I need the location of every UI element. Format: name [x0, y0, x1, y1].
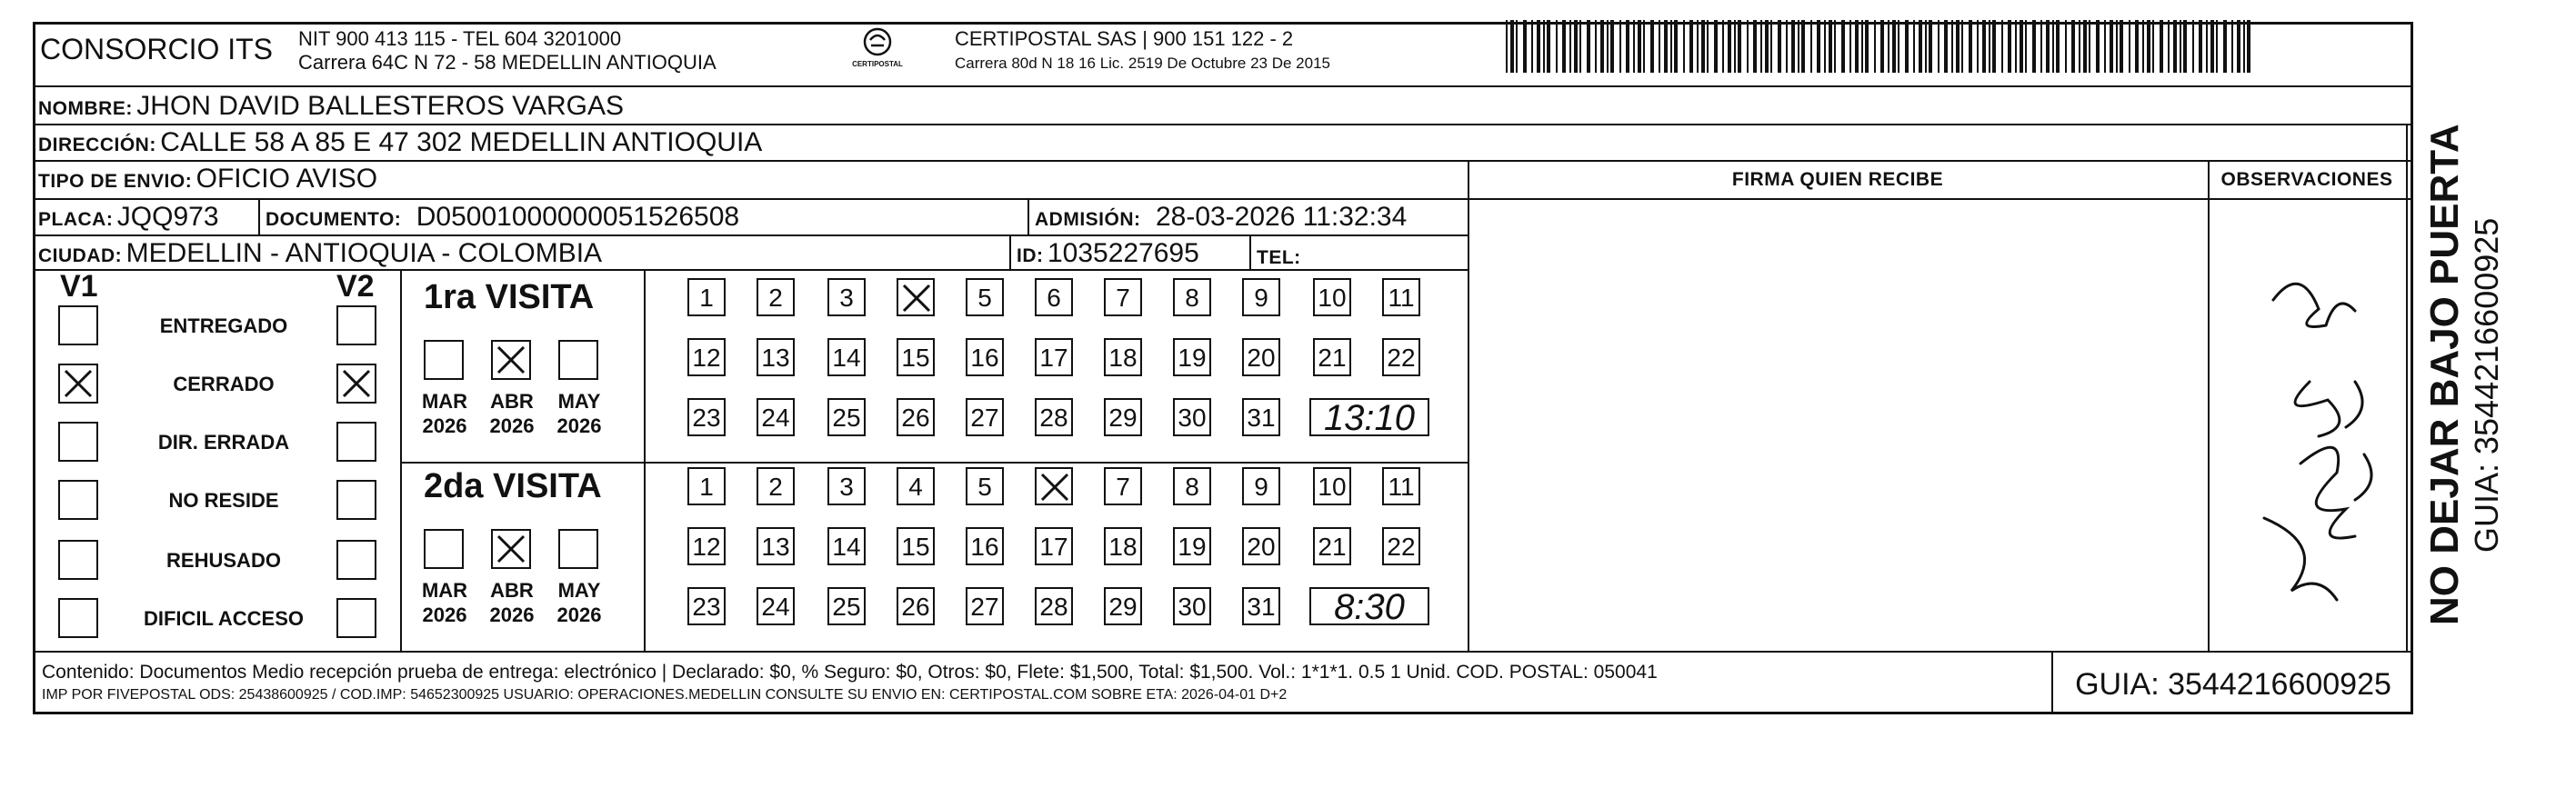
ciudad-label: CIUDAD: [38, 245, 123, 266]
day-box[interactable]: 19 [1173, 527, 1211, 565]
day-box[interactable]: 14 [827, 527, 866, 565]
day-box[interactable]: 8 [1173, 467, 1211, 505]
day-box[interactable]: 3 [827, 278, 866, 316]
id-label: ID: [1017, 245, 1044, 266]
day-box[interactable]: 14 [827, 338, 866, 376]
day-box[interactable]: 25 [827, 587, 866, 625]
day-box[interactable]: 26 [897, 398, 935, 436]
day-box[interactable]: 1 [687, 467, 726, 505]
status-label: CERRADO [173, 373, 275, 395]
admision-field [1035, 202, 1407, 233]
v1-checkbox[interactable] [58, 305, 98, 345]
time-box[interactable]: 13:10 [1309, 398, 1429, 436]
day-box[interactable]: 11 [1382, 278, 1420, 316]
month-year: 2026 [556, 414, 602, 437]
month-checkbox[interactable] [491, 340, 531, 380]
v1-checkbox[interactable] [58, 364, 98, 404]
certipostal-line2: Carrera 80d N 18 16 Lic. 2519 De Octubre 23 De 2015 [955, 55, 1330, 72]
v1-label: V1 [60, 269, 98, 304]
status-label: REHUSADO [166, 549, 281, 572]
check-x-icon [493, 531, 529, 567]
v2-checkbox[interactable] [336, 422, 376, 462]
day-box[interactable]: 22 [1382, 338, 1420, 376]
day-box[interactable]: 31 [1242, 587, 1280, 625]
status-label: DIR. ERRADA [157, 431, 290, 454]
day-box[interactable]: 21 [1313, 527, 1351, 565]
status-label: DIFICIL ACCESO [143, 607, 304, 630]
day-box[interactable]: 15 [897, 338, 935, 376]
day-box[interactable]: 9 [1242, 467, 1280, 505]
footer-line1: Contenido: Documentos Medio recepción prueba de entrega: electrónico | Declarado: $0, % Seguro: $0, Otros: $0, Flete: $1,500, Total: $1,500. Vol.: 1*1*1. 0.5 1 Unid. COD. POSTAL: 050041 [42, 662, 1658, 683]
tel-label: TEL: [1257, 247, 1301, 268]
day-box[interactable]: 18 [1104, 338, 1142, 376]
day-box[interactable]: 10 [1313, 467, 1351, 505]
day-box[interactable]: 28 [1035, 587, 1073, 625]
day-box[interactable]: 22 [1382, 527, 1420, 565]
day-box[interactable]: 12 [687, 338, 726, 376]
visit2-title: 2da VISITA [424, 467, 602, 505]
form-frame [33, 22, 2413, 714]
v2-checkbox[interactable] [336, 364, 376, 404]
direccion-row [38, 127, 762, 158]
month-name: MAY [557, 579, 601, 602]
ciudad-value: MEDELLIN - ANTIOQUIA - COLOMBIA [125, 238, 603, 268]
check-x-icon [493, 342, 529, 378]
v1-checkbox[interactable] [58, 480, 98, 520]
logo-text: CERTIPOSTAL [852, 60, 903, 68]
day-box[interactable]: 20 [1242, 527, 1280, 565]
day-box[interactable]: 29 [1104, 398, 1142, 436]
day-box[interactable]: 26 [897, 587, 935, 625]
day-box[interactable]: 30 [1173, 587, 1211, 625]
day-box[interactable]: 17 [1035, 338, 1073, 376]
status-label: NO RESIDE [168, 489, 279, 512]
visit1-title: 1ra VISITA [424, 278, 595, 316]
day-box[interactable]: 27 [966, 587, 1004, 625]
check-x-icon [338, 365, 375, 402]
v2-label: V2 [336, 269, 375, 304]
admision-label: ADMISIÓN: [1035, 209, 1141, 230]
day-box[interactable]: 13 [757, 338, 795, 376]
month-name: ABR [490, 390, 534, 413]
day-box[interactable]: 2 [757, 278, 795, 316]
day-box[interactable]: 4 [897, 467, 935, 505]
day-box[interactable]: 24 [757, 398, 795, 436]
day-box[interactable]: 10 [1313, 278, 1351, 316]
nombre-label: NOMBRE: [38, 98, 133, 119]
month-year: 2026 [489, 603, 535, 626]
month-label [413, 578, 476, 627]
v1-checkbox[interactable] [58, 540, 98, 580]
day-box[interactable]: 18 [1104, 527, 1142, 565]
day-box[interactable]: 7 [1104, 278, 1142, 316]
day-box[interactable]: 16 [966, 527, 1004, 565]
id-value: 1035227695 [1047, 238, 1199, 268]
day-box[interactable]: 23 [687, 398, 726, 436]
day-box[interactable]: 28 [1035, 398, 1073, 436]
admision-value: 28-03-2026 11:32:34 [1155, 202, 1408, 232]
placa-field [38, 202, 219, 233]
v1-checkbox[interactable] [58, 422, 98, 462]
check-x-icon [898, 280, 935, 316]
month-label [547, 578, 611, 627]
direccion-value: CALLE 58 A 85 E 47 302 MEDELLIN ANTIOQUIA [160, 127, 763, 157]
month-checkbox[interactable] [424, 529, 464, 569]
nombre-row [38, 91, 624, 122]
direccion-label: DIRECCIÓN: [38, 135, 156, 155]
firma-label: FIRMA QUIEN RECIBE [1731, 169, 1944, 190]
day-box[interactable]: 3 [827, 467, 866, 505]
day-box[interactable]: 31 [1242, 398, 1280, 436]
placa-value: JQQ973 [116, 202, 219, 232]
v1-checkbox[interactable] [58, 598, 98, 638]
day-box[interactable]: 8 [1173, 278, 1211, 316]
month-checkbox[interactable] [558, 529, 598, 569]
time-box[interactable]: 8:30 [1309, 587, 1429, 625]
day-box[interactable]: 23 [687, 587, 726, 625]
nombre-value: JHON DAVID BALLESTEROS VARGAS [136, 91, 624, 121]
day-box[interactable]: 15 [897, 527, 935, 565]
signature [2219, 245, 2401, 627]
documento-label: DOCUMENTO: [266, 209, 402, 230]
status-label: ENTREGADO [159, 314, 288, 337]
month-label [480, 389, 544, 438]
month-year: 2026 [556, 603, 602, 626]
day-box[interactable]: 29 [1104, 587, 1142, 625]
side-warning: NO DEJAR BAJO PUERTA [2422, 124, 2467, 625]
month-year: 2026 [422, 603, 467, 626]
month-year: 2026 [489, 414, 535, 437]
month-label [547, 389, 611, 438]
check-x-icon [1037, 469, 1073, 505]
v2-checkbox[interactable] [336, 480, 376, 520]
signature-icon [2219, 245, 2401, 627]
tipo-value: OFICIO AVISO [195, 164, 378, 194]
placa-label: PLACA: [38, 209, 114, 230]
month-name: MAR [421, 579, 468, 602]
day-box[interactable]: 5 [966, 278, 1004, 316]
day-box[interactable]: 7 [1104, 467, 1142, 505]
tel-field [1257, 240, 1301, 271]
day-box[interactable]: 16 [966, 338, 1004, 376]
day-box[interactable]: 19 [1173, 338, 1211, 376]
id-field [1017, 238, 1199, 269]
day-box[interactable]: 2 [757, 467, 795, 505]
nit-tel: NIT 900 413 115 - TEL 604 3201000 [298, 27, 622, 50]
documento-value: D05001000000051526508 [416, 202, 740, 232]
month-name: ABR [490, 579, 534, 602]
day-box[interactable]: 17 [1035, 527, 1073, 565]
v2-checkbox[interactable] [336, 540, 376, 580]
month-year: 2026 [422, 414, 467, 437]
ciudad-field [38, 238, 602, 269]
v2-checkbox[interactable] [336, 598, 376, 638]
month-checkbox[interactable] [558, 340, 598, 380]
certipostal-line1: CERTIPOSTAL SAS | 900 151 122 - 2 [955, 27, 1294, 50]
day-box[interactable]: 20 [1242, 338, 1280, 376]
month-name: MAY [557, 390, 601, 413]
day-box[interactable] [1035, 467, 1073, 505]
day-box[interactable]: 27 [966, 398, 1004, 436]
day-box[interactable]: 12 [687, 527, 726, 565]
day-box[interactable]: 9 [1242, 278, 1280, 316]
day-box[interactable]: 25 [827, 398, 866, 436]
footer-line2: IMP POR FIVEPOSTAL ODS: 25438600925 / COD.IMP: 54652300925 USUARIO: OPERACIONES.MEDELLIN CONSULTE SU ENVIO EN: CERTIPOSTAL.COM SOBRE ETA: 2026-04-01 D+2 [42, 687, 1288, 703]
month-checkbox[interactable] [424, 340, 464, 380]
footer-guia: GUIA: 3544216600925 [2075, 667, 2391, 702]
month-label [413, 389, 476, 438]
observaciones-label: OBSERVACIONES [2220, 169, 2393, 190]
tipo-row [38, 164, 377, 195]
day-box[interactable]: 1 [687, 278, 726, 316]
day-box[interactable]: 13 [757, 527, 795, 565]
day-box[interactable]: 5 [966, 467, 1004, 505]
day-box[interactable]: 21 [1313, 338, 1351, 376]
day-box[interactable]: 6 [1035, 278, 1073, 316]
day-box[interactable]: 24 [757, 587, 795, 625]
documento-field [266, 202, 739, 233]
day-box[interactable]: 30 [1173, 398, 1211, 436]
month-name: MAR [421, 390, 468, 413]
check-x-icon [60, 365, 96, 402]
tipo-label: TIPO DE ENVIO: [38, 171, 193, 192]
month-checkbox[interactable] [491, 529, 531, 569]
v2-checkbox[interactable] [336, 305, 376, 345]
month-label [480, 578, 544, 627]
company-address: Carrera 64C N 72 - 58 MEDELLIN ANTIOQUIA [298, 51, 717, 74]
day-box[interactable] [897, 278, 935, 316]
day-box[interactable]: 11 [1382, 467, 1420, 505]
company-name: CONSORCIO ITS [40, 33, 274, 65]
side-guia: GUIA: 3544216600925 [2468, 217, 2505, 553]
